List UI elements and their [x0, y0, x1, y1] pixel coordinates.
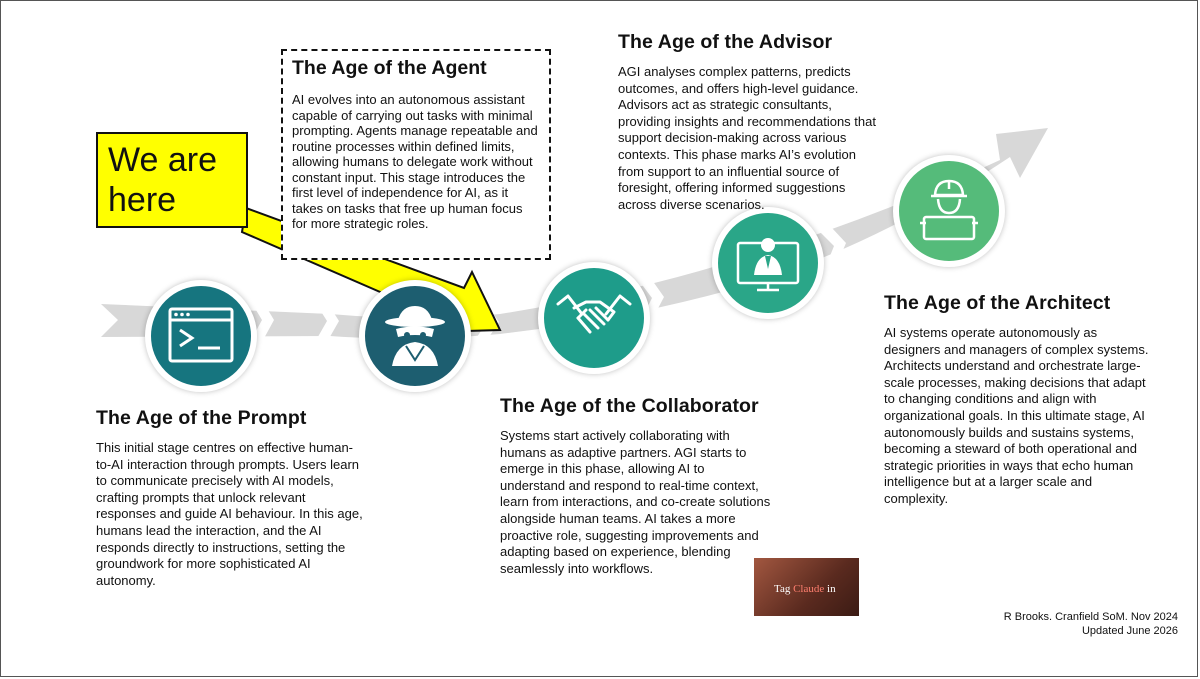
photo-tag — [774, 583, 836, 595]
handshake-icon — [556, 290, 632, 346]
agent-stage-box — [281, 49, 551, 260]
callout-line-1: We are — [108, 141, 217, 179]
advisor-monitor-icon — [735, 231, 801, 295]
callout-line-2: here — [108, 181, 177, 219]
prompt-stage-text: This initial stage centres on effective human-to-AI interaction through prompts. Users learn to communicate precisely with AI models, crafting prompts that unlock relevant responses and guide AI behaviour. In this age, humans lead the interaction, and the AI responds directly to instructions, setting the groundwork for more sophisticated AI autonomy. — [96, 440, 363, 588]
agent-stage-title: The Age of the Agent — [292, 57, 487, 79]
architect-helmet-icon — [916, 177, 982, 245]
credit-line-2: Updated June 2026 — [1081, 624, 1178, 637]
collaborator-stage-title: The Age of the Collaborator — [500, 395, 759, 417]
advisor-stage-block — [618, 31, 880, 213]
photo-tag-suffix: in — [824, 583, 836, 595]
collaborator-stage-circle — [538, 262, 650, 374]
advisor-stage-text: AGI analyses complex patterns, predicts outcomes, and offers high-level guidance. Advisors act as strategic consultants, providing insights and recommendations that support decision-making across various contexts. This phase marks AI’s evolution from support to an influential source of foresight, offering informed suggestions across diverse scenarios. — [618, 64, 876, 212]
architect-stage-circle — [893, 155, 1005, 267]
spy-agent-icon — [380, 302, 450, 370]
prompt-stage-title: The Age of the Prompt — [96, 407, 307, 429]
advisor-stage-title: The Age of the Advisor — [618, 31, 833, 53]
collaborator-stage-text: Systems start actively collaborating with humans as adaptive partners. AGI starts to emerge in this phase, allowing AI to understand and respond to real-time context, learn from interactions, and co-create solutions alongside human teams. AI takes a more proactive role, suggesting improvements and adapting based on experience, blending seamlessly into workflows. — [500, 428, 771, 576]
photo-tag-prefix: Tag — [774, 583, 794, 595]
terminal-icon — [168, 306, 234, 366]
architect-stage-block — [884, 292, 1154, 508]
advisor-stage-circle — [712, 207, 824, 319]
we-are-here-callout — [96, 132, 248, 228]
agent-stage-circle — [359, 280, 471, 392]
prompt-stage-circle — [145, 280, 257, 392]
photo-tag-name[interactable]: Claude — [793, 583, 825, 595]
architect-stage-title: The Age of the Architect — [884, 292, 1111, 314]
architect-stage-text: AI systems operate autonomously as designers and managers of complex systems. Architects understand and orchestrate large-scale processes, making decisions that adapt to changing conditions and align with organizational goals. In this ultimate stage, AI autonomously builds and sustains systems, becoming a steward of both operational and strategic priorities in ways that echo human intelligence but at a larger scale and complexity. — [884, 325, 1149, 506]
tagged-photo[interactable] — [754, 558, 859, 616]
collaborator-stage-block — [500, 395, 772, 577]
slide-credit — [1004, 611, 1178, 638]
credit-line-1: R Brooks. Cranfield SoM. Nov 2024 — [1003, 611, 1178, 623]
prompt-stage-block — [96, 407, 366, 589]
agent-stage-text: AI evolves into an autonomous assistant capable of carrying out tasks with minimal prompting. Agents manage repeatable and routine processes within defined limits, allowing humans to delegate work without constant input. This stage introduces the first level of independence for AI, as it takes on tasks that free up human focus for more strategic roles. — [292, 92, 538, 231]
